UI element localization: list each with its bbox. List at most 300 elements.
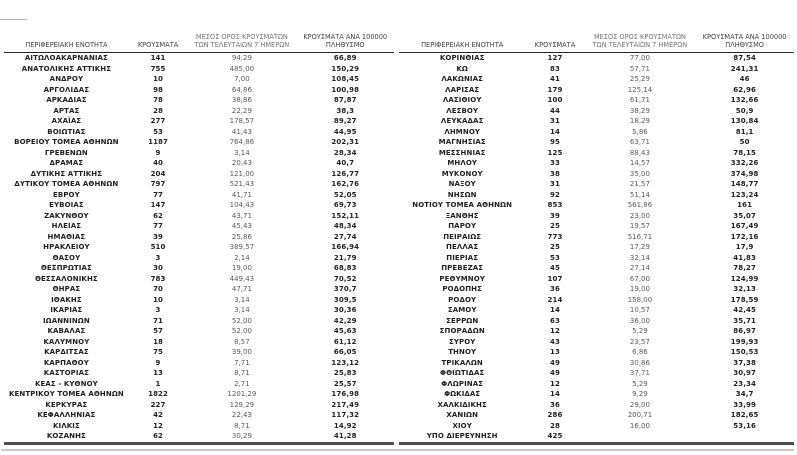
table-row [4, 295, 394, 306]
cases-table [399, 26, 794, 445]
region-name-cell: ΦΩΚΙΔΑΣ [444, 390, 481, 398]
avg-7day-cell: 27,14 [629, 264, 650, 272]
cases-cell: 57 [153, 327, 164, 335]
region-name-cell: ΚΟΖΑΝΗΣ [46, 432, 86, 440]
avg-7day-cell: 7,00 [234, 75, 250, 83]
table-row [4, 358, 394, 369]
cases-cell: 12 [153, 421, 164, 430]
table-row [399, 74, 794, 85]
avg-7day-cell: 64,86 [231, 85, 252, 94]
avg-7day-cell [585, 431, 696, 443]
cases-cell: 28 [550, 421, 560, 430]
region-name-cell: ΛΑΚΩΝΙΑΣ [441, 75, 484, 83]
per-100000-cell [695, 431, 794, 443]
bottom-horizontal-rule [1, 449, 794, 451]
table-row [4, 316, 394, 327]
avg-7day-cell: 125,14 [627, 85, 653, 94]
cases-cell: 83 [550, 64, 560, 73]
table-row [399, 358, 794, 369]
region-name-cell: ΗΛΕΙΑΣ [51, 222, 82, 230]
per-100000-cell: 27,74 [333, 232, 357, 241]
region-name-cell: ΚΕΑΣ - ΚΥΘΝΟΥ [34, 379, 98, 388]
cases-cell: 18 [153, 337, 164, 346]
avg-7day-cell: 3,14 [234, 295, 250, 304]
table-row [4, 169, 394, 180]
region-name-cell: ΧΙΟΥ [452, 421, 472, 430]
avg-7day-cell: 16,00 [629, 421, 650, 430]
region-name-cell: ΠΕΙΡΑΙΩΣ [443, 232, 482, 241]
avg-7day-cell: 22,43 [231, 411, 252, 419]
table-row [4, 389, 394, 400]
region-name-cell: ΚΕΦΑΛΛΗΝΙΑΣ [37, 411, 96, 419]
avg-7day-cell: 561,86 [627, 201, 653, 209]
cases-cell: 797 [150, 180, 166, 188]
region-name-cell: ΡΕΘΥΜΝΟΥ [439, 274, 485, 283]
table-row [399, 326, 794, 337]
table-row [4, 421, 394, 432]
cases-cell: 13 [550, 348, 560, 356]
table-row [399, 95, 794, 106]
region-name-cell: ΑΡΚΑΔΙΑΣ [46, 96, 87, 104]
region-name-cell: ΧΑΛΚΙΔΙΚΗΣ [437, 400, 487, 409]
table-row [399, 53, 794, 64]
cases-cell: 40 [153, 159, 164, 167]
per-100000-cell: 309,5 [333, 295, 357, 304]
per-100000-cell: 70,52 [333, 274, 357, 283]
per-100000-cell: 66,05 [333, 348, 357, 356]
region-name-cell: ΛΕΥΚΑΔΑΣ [440, 117, 484, 125]
avg-7day-cell: 104,43 [229, 201, 255, 209]
region-name-cell: ΑΝΑΤΟΛΙΚΗΣ ΑΤΤΙΚΗΣ [21, 64, 112, 73]
per-100000-cell: 199,93 [730, 337, 759, 346]
avg-7day-cell: 121,00 [229, 169, 255, 178]
avg-7day-cell: 61,71 [629, 96, 650, 104]
table-row [4, 400, 394, 411]
table-row [399, 274, 794, 285]
avg-7day-cell: 21,57 [629, 180, 650, 188]
cases-cell: 10 [153, 295, 164, 304]
top-left-rule [0, 19, 27, 20]
per-100000-cell: 38,3 [336, 106, 355, 115]
per-100000-cell: 152,11 [331, 211, 360, 220]
per-100000-cell: 42,45 [733, 306, 756, 314]
avg-7day-cell: 77,00 [629, 54, 650, 62]
cases-cell: 853 [547, 201, 563, 209]
per-100000-cell: 332,26 [730, 159, 759, 167]
cases-cell: 38 [550, 169, 560, 178]
table-row [399, 400, 794, 411]
table-row [399, 85, 794, 96]
per-100000-cell: 117,32 [331, 411, 360, 419]
per-100000-cell: 100,98 [331, 85, 360, 94]
cases-cell: 107 [547, 274, 563, 283]
avg-7day-cell: 5,86 [632, 127, 648, 136]
avg-7day-cell: 521,43 [229, 180, 255, 188]
table-row [399, 106, 794, 117]
avg-7day-cell: 10,57 [629, 306, 650, 314]
avg-7day-cell: 2,71 [234, 379, 250, 388]
per-100000-cell: 126,77 [331, 169, 360, 178]
table-row [399, 421, 794, 432]
avg-7day-cell: 7,71 [234, 358, 250, 367]
region-name-cell: ΣΥΡΟΥ [448, 337, 476, 346]
cases-cell: 53 [153, 127, 164, 136]
avg-7day-cell: 38,86 [231, 96, 252, 104]
table-row [399, 389, 794, 400]
per-100000-cell: 46 [739, 75, 750, 83]
region-name-cell: ΓΡΕΒΕΝΩΝ [44, 148, 88, 157]
table-row [4, 368, 394, 379]
cases-cell: 43 [550, 337, 560, 346]
table-row [399, 253, 794, 264]
region-name-cell: ΛΑΣΙΘΙΟΥ [442, 96, 482, 104]
per-100000-cell: 150,29 [331, 64, 360, 73]
region-name-cell: ΚΑΡΔΙΤΣΑΣ [44, 348, 89, 356]
avg-7day-cell: 17,29 [629, 243, 650, 251]
avg-7day-cell: 485,00 [229, 64, 255, 73]
per-100000-cell: 178,59 [730, 295, 759, 304]
region-name-cell: ΤΡΙΚΑΛΩΝ [441, 358, 483, 367]
per-100000-cell: 66,89 [333, 54, 357, 62]
per-100000-cell: 89,27 [333, 117, 357, 125]
column-header-region: ΠΕΡΙΦΕΡΕΙΑΚΗ ΕΝΟΤΗΤΑ [399, 26, 525, 53]
avg-7day-cell: 8,71 [234, 369, 250, 377]
region-name-cell: ΑΙΤΩΛΟΑΚΑΡΝΑΝΙΑΣ [24, 54, 108, 62]
cases-cell: 14 [550, 306, 560, 314]
cases-cell: 31 [550, 180, 560, 188]
region-name-cell: ΗΡΑΚΛΕΙΟΥ [43, 243, 90, 251]
table-header-row [399, 26, 794, 53]
avg-7day-cell: 8,57 [234, 337, 250, 346]
table-row [4, 53, 394, 64]
regional-cases-table-right [399, 26, 794, 445]
table-row [399, 116, 794, 127]
cases-cell: 9 [155, 148, 161, 157]
per-100000-cell: 87,87 [333, 96, 357, 104]
region-name-cell: ΚΙΛΚΙΣ [52, 421, 80, 430]
avg-7day-cell: 25,29 [629, 75, 650, 83]
table-row [4, 106, 394, 117]
table-row [399, 316, 794, 327]
table-row [4, 74, 394, 85]
avg-7day-cell: 8,71 [234, 421, 250, 430]
per-100000-cell: 61,12 [333, 337, 357, 346]
region-name-cell: ΘΗΡΑΣ [52, 285, 81, 293]
avg-7day-cell: 18,29 [629, 117, 650, 125]
per-100000-cell: 130,84 [730, 117, 759, 125]
table-row [399, 211, 794, 222]
region-name-cell: ΜΥΚΟΝΟΥ [441, 169, 483, 178]
table-row [4, 95, 394, 106]
cases-cell: 33 [550, 159, 560, 167]
per-100000-cell: 78,27 [733, 264, 756, 272]
region-name-cell: ΠΡΕΒΕΖΑΣ [441, 264, 484, 272]
region-name-cell: ΑΝΔΡΟΥ [49, 75, 84, 83]
per-100000-cell: 23,34 [733, 379, 756, 388]
table-row [399, 200, 794, 211]
cases-cell: 62 [153, 432, 164, 440]
cases-cell: 12 [550, 327, 560, 335]
cases-cell: 13 [153, 369, 164, 377]
per-100000-cell: 25,57 [333, 379, 357, 388]
table-row [4, 284, 394, 295]
region-name-cell: ΖΑΚΥΝΘΟΥ [44, 211, 89, 220]
per-100000-cell: 123,24 [730, 190, 759, 199]
avg-7day-cell: 47,71 [231, 285, 252, 293]
per-100000-cell: 45,63 [333, 327, 357, 335]
table-row [399, 169, 794, 180]
cases-cell: 277 [150, 117, 166, 125]
avg-7day-cell: 88,43 [629, 148, 650, 157]
table-row [4, 347, 394, 358]
column-header-cases: ΚΡΟΥΣΜΑΤΑ [129, 26, 188, 53]
cases-cell: 77 [153, 190, 164, 199]
cases-cell: 127 [547, 54, 563, 62]
cases-cell: 755 [150, 64, 166, 73]
cases-cell: 141 [150, 54, 166, 62]
avg-7day-cell: 9,29 [632, 390, 648, 398]
avg-7day-cell: 35,00 [629, 169, 650, 178]
per-100000-cell: 53,16 [733, 421, 756, 430]
region-name-cell: ΘΕΣΠΡΩΤΙΑΣ [40, 264, 92, 272]
cases-cell: 125 [547, 148, 563, 157]
region-name-cell: ΣΑΜΟΥ [447, 306, 477, 314]
column-header-7day-average: ΜΕΣΟΣ ΟΡΟΣ ΚΡΟΥΣΜΑΤΩΝ ΤΩΝ ΤΕΛΕΥΤΑΙΩΝ 7 ΗΜΕΡΩΝ [585, 26, 696, 53]
region-name-cell: ΛΑΡΙΣΑΣ [445, 85, 480, 94]
cases-cell: 45 [550, 264, 560, 272]
avg-7day-cell: 19,00 [231, 264, 252, 272]
per-100000-cell: 374,98 [730, 169, 759, 178]
avg-7day-cell: 51,14 [629, 190, 650, 199]
region-name-cell: ΔΥΤΙΚΟΥ ΤΟΜΕΑ ΑΘΗΝΩΝ [14, 180, 119, 188]
table-row [399, 64, 794, 75]
table-row [399, 337, 794, 348]
per-100000-cell: 28,34 [333, 148, 357, 157]
per-100000-cell: 166,94 [331, 243, 360, 251]
avg-7day-cell: 5,29 [632, 327, 648, 335]
avg-7day-cell: 449,43 [229, 274, 255, 283]
cases-cell: 10 [153, 75, 164, 83]
region-name-cell: ΒΟΡΕΙΟΥ ΤΟΜΕΑ ΑΘΗΝΩΝ [14, 138, 119, 146]
per-100000-cell: 124,99 [730, 274, 759, 283]
avg-7day-cell: 36,00 [629, 316, 650, 325]
avg-7day-cell: 43,71 [231, 211, 252, 220]
cases-cell: 773 [547, 232, 563, 241]
cases-cell: 30 [153, 264, 164, 272]
cases-cell: 28 [153, 106, 164, 115]
per-100000-cell: 35,71 [733, 316, 756, 325]
per-100000-cell: 62,96 [733, 85, 756, 94]
table-row [4, 253, 394, 264]
table-row [4, 190, 394, 201]
per-100000-cell: 21,79 [333, 253, 357, 262]
per-100000-cell: 68,83 [333, 264, 357, 272]
table-row [4, 148, 394, 159]
per-100000-cell: 34,7 [735, 390, 754, 398]
table-row [399, 179, 794, 190]
cases-cell: 39 [550, 211, 560, 220]
region-name-cell: ΡΟΔΟΠΗΣ [442, 285, 483, 293]
cases-cell: 227 [150, 400, 166, 409]
region-name-cell: ΦΛΩΡΙΝΑΣ [441, 379, 484, 388]
avg-7day-cell: 5,29 [632, 379, 648, 388]
region-name-cell: ΑΧΑΪΑΣ [51, 117, 82, 125]
cases-cell: 71 [153, 316, 164, 325]
cases-cell: 92 [550, 190, 560, 199]
avg-7day-cell: 3,14 [234, 148, 250, 157]
region-name-cell: ΘΕΣΣΑΛΟΝΙΚΗΣ [34, 274, 98, 283]
avg-7day-cell: 32,14 [629, 253, 650, 262]
region-name-cell: ΡΟΔΟΥ [448, 295, 477, 304]
avg-7day-cell: 41,71 [231, 190, 252, 199]
table-row [399, 284, 794, 295]
table-row [4, 221, 394, 232]
avg-7day-cell: 389,57 [229, 243, 255, 251]
per-100000-cell: 41,83 [733, 253, 756, 262]
cases-cell: 41 [550, 75, 560, 83]
per-100000-cell: 69,73 [333, 201, 357, 209]
column-header-7day-average: ΜΕΣΟΣ ΟΡΟΣ ΚΡΟΥΣΜΑΤΩΝ ΤΩΝ ΤΕΛΕΥΤΑΙΩΝ 7 ΗΜΕΡΩΝ [187, 26, 296, 53]
avg-7day-cell: 52,00 [231, 316, 252, 325]
cases-cell: 25 [550, 243, 560, 251]
table-row [4, 379, 394, 390]
region-name-cell: ΤΗΝΟΥ [448, 348, 477, 356]
per-100000-cell: 202,31 [331, 138, 360, 146]
region-name-cell: ΙΚΑΡΙΑΣ [50, 306, 83, 314]
table-row [399, 410, 794, 421]
table-row [399, 190, 794, 201]
column-header-per-100000: ΚΡΟΥΣΜΑΤΑ ΑΝΑ 100000 ΠΛΗΘΥΣΜΟ [695, 26, 794, 53]
table-row [4, 127, 394, 138]
per-100000-cell: 167,49 [730, 222, 759, 230]
per-100000-cell: 182,65 [730, 411, 759, 419]
table-row [4, 211, 394, 222]
per-100000-cell: 172,16 [730, 232, 759, 241]
region-name-cell: ΕΥΒΟΙΑΣ [49, 201, 84, 209]
per-100000-cell: 30,36 [333, 306, 357, 314]
region-name-cell: ΦΘΙΩΤΙΔΑΣ [440, 369, 485, 377]
region-name-cell: ΞΑΝΘΗΣ [445, 211, 479, 220]
avg-7day-cell: 14,57 [629, 159, 650, 167]
table-row [4, 200, 394, 211]
avg-7day-cell: 37,71 [629, 369, 650, 377]
cases-cell: 63 [550, 316, 560, 325]
region-name-cell: ΠΙΕΡΙΑΣ [446, 253, 479, 262]
table-row [4, 263, 394, 274]
region-name-cell: ΚΑΣΤΟΡΙΑΣ [43, 369, 89, 377]
region-name-cell: ΜΕΣΣΗΝΙΑΣ [438, 148, 486, 157]
region-name-cell: ΠΕΛΛΑΣ [446, 243, 479, 251]
avg-7day-cell: 25,86 [231, 232, 252, 241]
table-row [4, 64, 394, 75]
region-name-cell: ΑΡΤΑΣ [53, 106, 80, 115]
region-name-cell: ΛΕΣΒΟΥ [446, 106, 479, 115]
cases-cell: 510 [150, 243, 166, 251]
table-row [399, 221, 794, 232]
per-100000-cell: 161 [737, 201, 753, 209]
region-name-cell: ΙΘΑΚΗΣ [51, 295, 82, 304]
column-header-cases: ΚΡΟΥΣΜΑΤΑ [525, 26, 584, 53]
per-100000-cell: 217,49 [331, 400, 360, 409]
cases-cell: 78 [153, 96, 164, 104]
avg-7day-cell: 67,00 [629, 274, 650, 283]
per-100000-cell: 42,29 [333, 316, 357, 325]
table-body-right [399, 53, 794, 444]
cases-cell: 1822 [148, 390, 168, 398]
per-100000-cell: 162,76 [331, 180, 360, 188]
per-100000-cell: 241,31 [730, 64, 759, 73]
table-row [399, 347, 794, 358]
avg-7day-cell: 39,00 [231, 348, 252, 356]
per-100000-cell: 78,15 [733, 148, 756, 157]
avg-7day-cell: 57,71 [629, 64, 650, 73]
avg-7day-cell: 19,00 [629, 285, 650, 293]
region-name-cell: ΚΕΡΚΥΡΑΣ [45, 400, 88, 409]
per-100000-cell: 40,7 [336, 159, 355, 167]
avg-7day-cell: 45,43 [231, 222, 252, 230]
region-name-cell: ΒΟΙΩΤΙΑΣ [47, 127, 86, 136]
per-100000-cell: 87,54 [733, 54, 756, 62]
table-row [399, 431, 794, 443]
avg-7day-cell: 29,00 [629, 400, 650, 409]
region-name-cell: ΔΡΑΜΑΣ [49, 159, 84, 167]
per-100000-cell: 148,77 [730, 180, 759, 188]
table-row [399, 137, 794, 148]
table-row [4, 274, 394, 285]
table-row [399, 158, 794, 169]
avg-7day-cell: 200,71 [627, 411, 653, 419]
cases-cell: 1 [155, 379, 161, 388]
cases-cell: 3 [155, 306, 161, 314]
region-name-cell: ΣΕΡΡΩΝ [446, 316, 479, 325]
per-100000-cell: 150,53 [730, 348, 759, 356]
table-row [399, 295, 794, 306]
region-name-cell: ΝΑΞΟΥ [448, 180, 476, 188]
per-100000-cell: 86,97 [733, 327, 756, 335]
region-name-cell: ΚΕΝΤΡΙΚΟΥ ΤΟΜΕΑ ΑΘΗΝΩΝ [8, 390, 124, 398]
table-row [4, 410, 394, 421]
cases-cell: 98 [153, 85, 164, 94]
cases-cell: 53 [550, 253, 560, 262]
per-100000-cell: 132,66 [730, 96, 759, 104]
table-row [399, 232, 794, 243]
per-100000-cell: 41,28 [333, 432, 357, 440]
cases-cell: 39 [153, 232, 164, 241]
avg-7day-cell: 3,14 [234, 306, 250, 314]
per-100000-cell: 50,9 [735, 106, 754, 115]
cases-cell: 77 [153, 222, 164, 230]
cases-cell: 286 [547, 411, 563, 419]
cases-table [4, 26, 394, 445]
per-100000-cell: 30,97 [733, 369, 756, 377]
avg-7day-cell: 129,29 [229, 400, 255, 409]
table-row [4, 179, 394, 190]
per-100000-cell: 17,9 [735, 243, 754, 251]
cases-cell: 783 [150, 274, 166, 283]
cases-cell: 204 [150, 169, 166, 178]
cases-cell: 42 [153, 411, 164, 419]
table-row [399, 242, 794, 253]
cases-cell: 70 [153, 285, 164, 293]
avg-7day-cell: 30,29 [231, 432, 252, 440]
avg-7day-cell: 158,00 [627, 295, 653, 304]
table-row [4, 116, 394, 127]
per-100000-cell: 14,92 [333, 421, 357, 430]
cases-cell: 31 [550, 117, 560, 125]
region-name-cell: ΝΟΤΙΟΥ ΤΟΜΕΑ ΑΘΗΝΩΝ [412, 201, 513, 209]
region-name-cell: ΛΗΜΝΟΥ [444, 127, 481, 136]
avg-7day-cell: 6,86 [632, 348, 648, 356]
